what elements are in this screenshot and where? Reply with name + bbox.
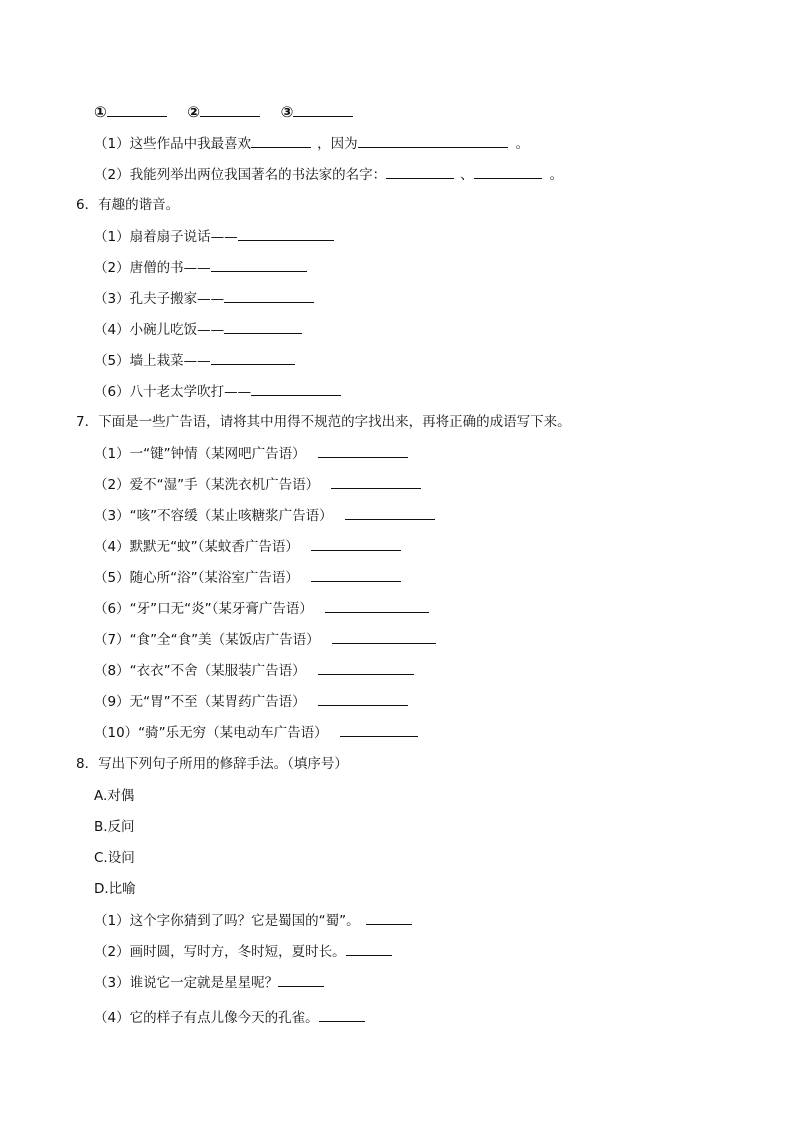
answer-blank[interactable]	[311, 568, 401, 582]
answer-blank[interactable]	[318, 661, 414, 675]
circle-label-3: ③	[280, 103, 294, 121]
circle-label-2: ②	[187, 103, 200, 121]
answer-blank[interactable]	[311, 537, 401, 551]
answer-blank[interactable]	[251, 382, 341, 396]
answer-blank[interactable]	[474, 165, 542, 179]
answer-blank[interactable]	[251, 134, 311, 148]
answer-blank[interactable]	[386, 165, 454, 179]
q8-option-b: B.反问	[94, 819, 135, 835]
answer-blank[interactable]	[293, 103, 353, 117]
answer-blank[interactable]	[224, 320, 302, 334]
q8-option-c: C.设问	[94, 850, 135, 866]
q6-item: （5）墙上栽菜——	[94, 351, 295, 370]
q7-item: （5）随心所“浴”（某浴室广告语）	[94, 568, 401, 587]
answer-blank[interactable]	[346, 942, 392, 956]
q6-title: 6．有趣的谐音。	[76, 197, 180, 213]
q6-item: （3）孔夫子搬家——	[94, 289, 314, 308]
q8-option-a: A.对偶	[94, 788, 135, 804]
q8-item: （1）这个字你猜到了吗？它是蜀国的“蜀”。	[94, 911, 412, 930]
q7-item: （2）爱不“湿”手（某洗衣机广告语）	[94, 475, 421, 494]
q6-item: （1）扇着扇子说话——	[94, 227, 334, 246]
q8-item: （4）它的样子有点儿像今天的孔雀。	[94, 1008, 365, 1027]
q8-item: （2）画时圆，写时方，冬时短，夏时长。	[94, 942, 392, 961]
answer-blank[interactable]	[211, 258, 307, 272]
q6-item: （6）八十老太学吹打——	[94, 382, 341, 401]
q7-item: （10）“骑”乐无穷（某电动车广告语）	[94, 723, 418, 742]
answer-blank[interactable]	[340, 723, 418, 737]
q7-title: 7．下面是一些广告语，请将其中用得不规范的字找出来，再将正确的成语写下来。	[76, 414, 571, 430]
answer-blank[interactable]	[107, 103, 167, 117]
favorite-work-question: （1）这些作品中我最喜欢 ，因为 。	[94, 136, 530, 152]
answer-blank[interactable]	[325, 599, 429, 613]
answer-blank[interactable]	[345, 506, 435, 520]
answer-blank[interactable]	[331, 475, 421, 489]
q7-item: （8）“衣衣”不舍（某服装广告语）	[94, 661, 414, 680]
q6-item: （4）小碗儿吃饭——	[94, 320, 302, 339]
answer-blank[interactable]	[318, 692, 408, 706]
answer-blank[interactable]	[238, 227, 334, 241]
calligrapher-question: （2）我能列举出两位我国著名的书法家的名字： 、 。	[94, 167, 564, 183]
answer-blank[interactable]	[366, 911, 412, 925]
answer-blank[interactable]	[332, 630, 436, 644]
q6-item: （2）唐僧的书——	[94, 258, 307, 277]
answer-blank[interactable]	[200, 103, 260, 117]
q7-item: （6）“牙”口无“炎”（某牙膏广告语）	[94, 599, 429, 618]
answer-blank[interactable]	[224, 289, 314, 303]
answer-blank[interactable]	[358, 134, 508, 148]
q7-item: （3）“咳”不容缓（某止咳糖浆广告语）	[94, 506, 435, 525]
q7-item: （4）默默无“蚊”（某蚊香广告语）	[94, 537, 401, 556]
q8-option-d: D.比喻	[94, 881, 136, 897]
q8-title: 8．写出下列句子所用的修辞手法。（填序号）	[76, 756, 348, 772]
q7-item: （9）无“胃”不至（某胃药广告语）	[94, 692, 408, 711]
answer-blank[interactable]	[278, 973, 324, 987]
circle-blanks-row	[94, 103, 353, 122]
q8-item: （3）谁说它一定就是星星呢？	[94, 973, 324, 992]
q7-item: （1）一“键”钟情（某网吧广告语）	[94, 444, 408, 463]
answer-blank[interactable]	[319, 1008, 365, 1022]
answer-blank[interactable]	[211, 351, 295, 365]
answer-blank[interactable]	[318, 444, 408, 458]
circle-label-1: ①	[94, 103, 107, 121]
q7-item: （7）“食”全“食”美（某饭店广告语）	[94, 630, 436, 649]
